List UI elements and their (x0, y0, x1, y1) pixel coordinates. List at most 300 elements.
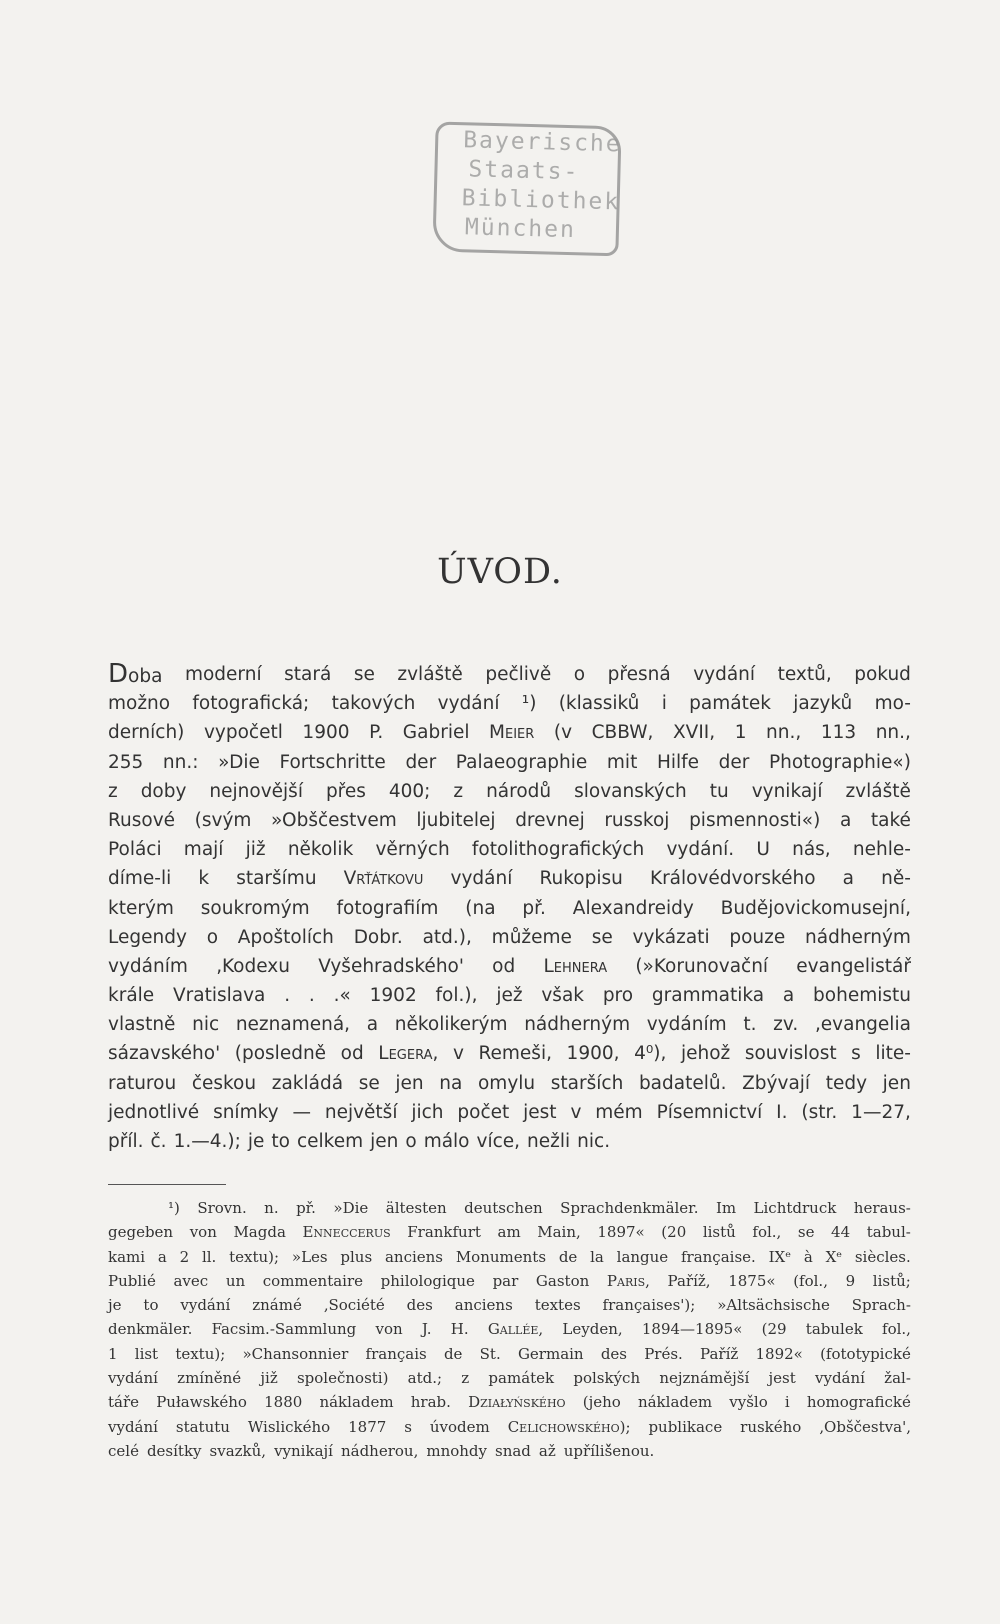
word: hrab. (410, 1393, 451, 1412)
word: publikace (648, 1417, 723, 1436)
word: z (453, 780, 464, 802)
word: v (570, 1101, 582, 1123)
word: několik (287, 839, 354, 861)
word: zmíněné (177, 1369, 242, 1388)
word: Paříž (700, 1344, 739, 1363)
initial-letter: D (108, 659, 129, 689)
word: Legera, (378, 1043, 439, 1065)
word: vydání (437, 693, 500, 715)
word: drevnej (515, 809, 585, 831)
word: pro (602, 985, 634, 1007)
word: Sprach- (851, 1296, 911, 1315)
word: Zbývají (742, 1072, 811, 1094)
word: mají (183, 839, 224, 861)
word: ¹) (168, 1199, 180, 1217)
word: Gaston (535, 1271, 590, 1290)
word: staršímu (236, 868, 317, 890)
word: (20 (661, 1223, 687, 1242)
word: ll. (201, 1247, 217, 1266)
word: se (358, 1072, 380, 1094)
word: Im (715, 1199, 737, 1217)
word: nežli (527, 1131, 571, 1152)
text-line (108, 718, 911, 747)
small-caps-name: Enneccerus (302, 1223, 391, 1242)
word: von (189, 1223, 217, 1242)
word: 1—27, (851, 1101, 911, 1123)
word: památek (689, 693, 771, 715)
word: St. (479, 1344, 501, 1363)
word: Puławského (156, 1393, 247, 1412)
text-line (108, 1439, 911, 1463)
word: 1897« (597, 1223, 645, 1242)
word (489, 718, 534, 747)
word: jen (395, 1072, 424, 1094)
word: Paříž, (667, 1271, 711, 1290)
word: »Chansonnier (242, 1344, 349, 1363)
page-title: ÚVOD. (437, 552, 563, 592)
word: s (404, 1417, 412, 1436)
text-line (108, 835, 911, 864)
word: málo (423, 1131, 470, 1152)
word: vydání (108, 1417, 158, 1436)
word: ‚Kodexu (216, 955, 290, 977)
word: des (600, 1344, 627, 1363)
word: .« (333, 985, 351, 1007)
word: Legendy (108, 926, 187, 948)
word: . (308, 985, 315, 1007)
word: listů; (872, 1271, 911, 1290)
word: tabulek (805, 1320, 863, 1339)
word: o (573, 664, 586, 685)
word: táře (108, 1393, 140, 1412)
word: (posledně (234, 1043, 327, 1065)
word: o (206, 926, 219, 948)
word: věrných (375, 839, 450, 861)
word: ‚evangelia (814, 1014, 911, 1036)
stamp-line: München (464, 214, 577, 244)
word: textu); (175, 1344, 226, 1363)
word: pokud (854, 664, 911, 685)
stamp-line: Staats- (468, 156, 580, 186)
word: jednotlivé (108, 1101, 200, 1123)
word: à (803, 1247, 813, 1266)
word: snímky (213, 1101, 279, 1123)
small-caps-name: Działyńského (468, 1393, 566, 1412)
word: zakládá (271, 1072, 344, 1094)
word: vykázati (632, 926, 710, 948)
word: atd.), (422, 926, 472, 948)
word: nic. (577, 1131, 611, 1152)
word: t. (743, 1014, 757, 1036)
word: stará (284, 664, 332, 685)
word: plus (340, 1247, 373, 1266)
word: 1880 (264, 1393, 303, 1412)
word: vynikají (751, 780, 823, 802)
word: celé (108, 1441, 139, 1460)
word: par (492, 1271, 519, 1290)
word: vynikají (274, 1441, 333, 1460)
word: 255 (108, 751, 144, 773)
word: a (842, 868, 854, 890)
word: Frankfurt (407, 1223, 481, 1242)
text-line (108, 689, 911, 718)
word: Rusové (108, 809, 176, 831)
word: française. (680, 1247, 756, 1266)
word: nehle- (852, 839, 911, 861)
word: a (157, 1247, 167, 1266)
word: mém (595, 1101, 643, 1123)
word: společnosti) (296, 1369, 389, 1388)
text-line (108, 1069, 911, 1098)
word: Gabriel (402, 722, 470, 744)
word: vydáním (646, 1014, 727, 1036)
word: russkoj (604, 809, 670, 831)
word: 4⁰), (634, 1043, 667, 1065)
text-line (108, 981, 911, 1010)
word: sázavského' (108, 1043, 221, 1065)
word: »Altsächsische (717, 1296, 830, 1315)
small-caps-name: Paris (606, 1271, 646, 1290)
word: Remeši, (478, 1043, 552, 1065)
word: nn.: (162, 751, 199, 773)
text-line (108, 1366, 911, 1390)
word: textů, (777, 664, 832, 685)
word: nic (192, 1014, 220, 1036)
word: 1894—1895« (641, 1320, 743, 1339)
word: XVII, (673, 722, 716, 744)
word: více, (476, 1131, 521, 1152)
word: heraus- (853, 1199, 911, 1217)
word: jest (768, 1369, 796, 1388)
word: evangelistář (796, 955, 911, 977)
word: vydání (815, 1369, 865, 1388)
word: fotografická; (192, 693, 310, 715)
word: »Les (291, 1247, 328, 1266)
word: lite- (875, 1043, 911, 1065)
word: desítky (146, 1441, 202, 1460)
word: tedy (825, 1072, 868, 1094)
word: Celichowského); (507, 1417, 631, 1436)
word: polských (573, 1369, 641, 1388)
word: Magda (233, 1223, 286, 1242)
small-caps-name: Lehnera (543, 955, 608, 977)
word: P. (369, 722, 384, 744)
small-caps-name: Meier (489, 722, 535, 744)
word: tabul- (866, 1223, 911, 1242)
word: vydání (450, 868, 513, 890)
word: č. (150, 1131, 167, 1152)
word: statutu (175, 1417, 230, 1436)
word: commentaire (262, 1271, 364, 1290)
word: kterým (108, 897, 174, 919)
text-line (108, 1342, 911, 1366)
footnote-divider (108, 1184, 226, 1185)
word: starších (550, 1072, 624, 1094)
text-line (108, 660, 911, 689)
word: »Die (218, 751, 260, 773)
word: je (108, 1296, 122, 1315)
word: zvláště (845, 780, 911, 802)
word: z (108, 780, 118, 802)
word: od (340, 1043, 364, 1065)
small-caps-name: Celichowského (507, 1417, 620, 1436)
word: de (558, 1247, 578, 1266)
word: 113 (820, 722, 857, 744)
word: von (375, 1320, 403, 1339)
word: se (353, 664, 375, 685)
word: jich (411, 1101, 444, 1123)
text-line (108, 806, 911, 835)
word: již (245, 839, 266, 861)
word: vypočetl (203, 722, 283, 744)
word: Vratislava (173, 985, 266, 1007)
word: tu (709, 780, 729, 802)
text-line (108, 1293, 911, 1317)
word: to (143, 1296, 159, 1315)
word: deutschen (464, 1199, 543, 1217)
word: upříliš̌enou. (563, 1441, 655, 1460)
word: soukromým (200, 897, 310, 919)
word: 9 (845, 1271, 856, 1290)
word: takových (331, 693, 416, 715)
word: badatelů. (638, 1072, 727, 1094)
word: souvislost (744, 1043, 837, 1065)
text-line (108, 1317, 911, 1341)
word: Germain (517, 1344, 584, 1363)
word: Budějovickomusejní, (720, 897, 911, 919)
word: pečlivě (485, 664, 552, 685)
word: Prés. (644, 1344, 683, 1363)
library-stamp (426, 117, 634, 260)
word: (»Korunovační (635, 955, 769, 977)
word: vydáním (108, 955, 188, 977)
word: derních) (108, 722, 185, 744)
word: doby (140, 780, 187, 802)
word: svazků, (209, 1441, 267, 1460)
word: také (870, 809, 911, 831)
text-line (108, 1039, 911, 1068)
word: největší (324, 1101, 398, 1123)
word: ‚Société (323, 1296, 385, 1315)
word: nádherným (524, 1014, 631, 1036)
word: památek (488, 1369, 555, 1388)
word: (na (465, 897, 496, 919)
word: IXᵉ (768, 1247, 792, 1266)
word: až (538, 1441, 556, 1460)
text-line (108, 1415, 911, 1439)
word: Fortschritte (279, 751, 386, 773)
text-line (108, 777, 911, 806)
word: celkem (296, 1131, 364, 1152)
footnote (108, 1196, 911, 1463)
word: H. (450, 1320, 469, 1339)
word: fol.), (435, 985, 478, 1007)
word: 1900, (566, 1043, 620, 1065)
word: o (405, 1131, 417, 1152)
word: 400; (388, 780, 431, 802)
word: »Obščestvem (271, 809, 397, 831)
text-line (108, 894, 911, 923)
word: (29 (761, 1320, 787, 1339)
word: gegeben (108, 1223, 174, 1242)
word: Písemnictví (656, 1101, 763, 1123)
word: 1875« (728, 1271, 776, 1290)
word: krále (108, 985, 155, 1007)
word: textu); (229, 1247, 280, 1266)
word: jehož (680, 1043, 731, 1065)
word: vyšlo (729, 1393, 768, 1412)
word: můžeme (491, 926, 572, 948)
text-line (108, 1245, 911, 1269)
small-caps-name: Legera (378, 1043, 433, 1065)
word: anciens (454, 1296, 513, 1315)
word: vydání (108, 1369, 158, 1388)
word: françaises'); (602, 1296, 696, 1315)
word: k (198, 868, 210, 890)
word: jež (496, 985, 523, 1007)
word: I. (776, 1101, 788, 1123)
word: nejnovější (209, 780, 303, 802)
word: Paris, (606, 1271, 650, 1290)
word: fol., (882, 1320, 911, 1339)
small-caps-name: Gallée (487, 1320, 539, 1339)
word: i (784, 1393, 790, 1412)
word: již (260, 1369, 278, 1388)
word: . (284, 985, 291, 1007)
word: fotolithografických (471, 839, 645, 861)
stamp-line: Bibliothek (461, 185, 621, 216)
small-caps-name: Vrťátkovu (343, 868, 424, 890)
word: (fototypické (820, 1344, 911, 1363)
word: je (247, 1131, 265, 1152)
word: nádherou, (340, 1441, 419, 1460)
stamp-text (461, 126, 623, 246)
word: 2 (179, 1247, 190, 1266)
word: a (366, 1014, 379, 1036)
word: možno (108, 693, 171, 715)
word: (jeho (582, 1393, 621, 1412)
word: Dobr. (353, 926, 403, 948)
word: 1892« (755, 1344, 803, 1363)
word: français (365, 1344, 427, 1363)
word: n. (264, 1199, 279, 1217)
word: a (782, 985, 795, 1007)
word: zv. (773, 1014, 799, 1036)
word: v (452, 1043, 464, 1065)
word: 44 (831, 1223, 851, 1242)
word: příl. (108, 1131, 144, 1152)
word: J. (421, 1320, 432, 1339)
main-paragraph (108, 660, 911, 1156)
word: přesná (607, 664, 671, 685)
word: Vyšehradského' (318, 955, 464, 977)
word: (v (553, 722, 573, 744)
word: un (225, 1271, 246, 1290)
word: kami (108, 1247, 146, 1266)
text-line (108, 1220, 911, 1244)
word: známé (252, 1296, 302, 1315)
word: Gallée, (487, 1320, 544, 1339)
word: 1 (108, 1344, 118, 1363)
word: de (443, 1344, 463, 1363)
word: nádherným (805, 926, 911, 948)
word: Apoštolích (237, 926, 334, 948)
word: př. (522, 897, 546, 919)
word: od (492, 955, 516, 977)
word: raturou (108, 1072, 177, 1094)
word: vydání (693, 664, 756, 685)
word: list (134, 1344, 159, 1363)
word: 1877 (348, 1417, 387, 1436)
word: se (797, 1223, 815, 1242)
word (468, 1390, 566, 1414)
word (344, 864, 424, 893)
word: nejznámější (659, 1369, 750, 1388)
word: pismennosti«) (689, 809, 821, 831)
word: Palaeographie (455, 751, 588, 773)
text-line (108, 1098, 911, 1127)
word: Facsim.-Sammlung (211, 1320, 357, 1339)
word: Královédvorského (649, 868, 816, 890)
word: Srovn. (197, 1199, 247, 1217)
word: langue (616, 1247, 669, 1266)
word: mit (606, 751, 638, 773)
word: z (461, 1369, 470, 1388)
word: nn., (875, 722, 911, 744)
word: moderní (184, 664, 262, 685)
word: bohemistu (813, 985, 911, 1007)
text-line (108, 923, 911, 952)
word: 1900 (302, 722, 350, 744)
word: i (661, 693, 667, 715)
word (302, 1220, 390, 1244)
word: vlastně (108, 1014, 176, 1036)
word: fol., (752, 1223, 782, 1242)
word: nás, (792, 839, 831, 861)
word: př. (296, 1199, 316, 1217)
word: 1902 (369, 985, 417, 1007)
word: (fol., (793, 1271, 828, 1290)
word: národů (486, 780, 552, 802)
word: ně- (881, 868, 911, 890)
word: jest (523, 1101, 557, 1123)
word: Wislického (247, 1417, 331, 1436)
word: Xᵉ (825, 1247, 843, 1266)
word: homografické (806, 1393, 911, 1412)
word: ruského (740, 1417, 802, 1436)
word: nákladem (319, 1393, 394, 1412)
word: Lichtdruck (753, 1199, 837, 1217)
word: zvláště (397, 664, 463, 685)
word: Publié (108, 1271, 156, 1290)
word: počet (457, 1101, 510, 1123)
word: ‚Obščestva', (819, 1417, 911, 1436)
word: to (271, 1131, 290, 1152)
text-line (108, 1269, 911, 1293)
word: am (497, 1223, 521, 1242)
word: ältesten (385, 1199, 447, 1217)
word: díme-li (108, 868, 172, 890)
word: philologique (380, 1271, 475, 1290)
text-line (108, 748, 911, 777)
word: a (839, 809, 852, 831)
word: jazyků (793, 693, 853, 715)
word: mnohdy (426, 1441, 487, 1460)
word: 1 (734, 722, 747, 744)
word: nn., (766, 722, 802, 744)
word: českou (191, 1072, 257, 1094)
stamp-line: Bayerische (462, 127, 623, 158)
